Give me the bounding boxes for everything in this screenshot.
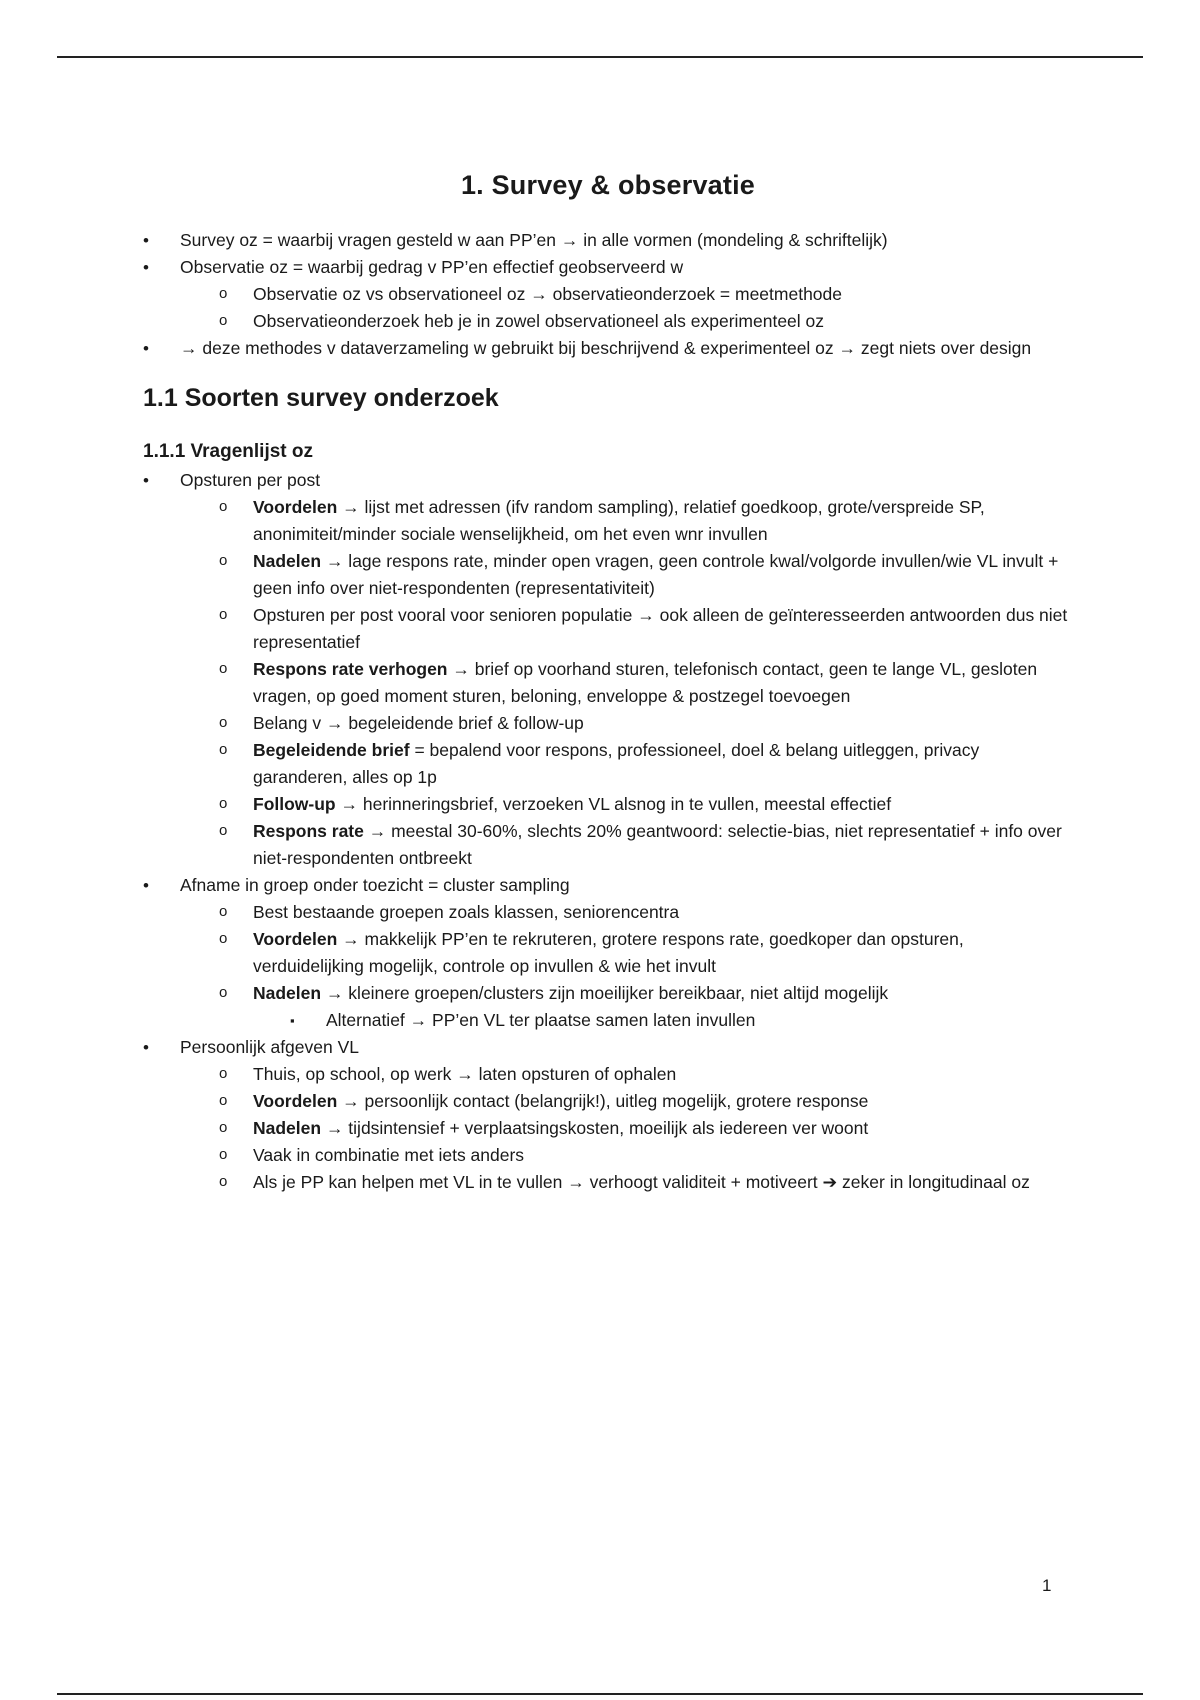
page-number: 1	[1042, 1576, 1052, 1595]
list-item-text: Observatie oz vs observationeel oz → observatieonderzoek = meetmethode	[253, 284, 843, 304]
sub-list-item	[217, 1088, 1073, 1115]
list-item-text: Thuis, op school, op werk → laten opsturen of ophalen	[253, 1064, 677, 1084]
document-body	[143, 170, 1073, 1196]
list-item-text: → deze methodes v dataverzameling w gebruikt bij beschrijvend & experimenteel oz → zegt niets over design	[180, 338, 1032, 358]
sub-list-item	[217, 926, 1073, 980]
sub-list-item	[217, 980, 1073, 1034]
sub-list-item	[217, 737, 1073, 791]
sub-list-item	[217, 1115, 1073, 1142]
sub-list-item	[217, 818, 1073, 872]
list-item-text: → persoonlijk contact (belangrijk!), uitleg mogelijk, grotere response	[337, 1091, 869, 1111]
sub-list-item	[217, 1169, 1073, 1196]
survey-methods-list	[143, 467, 1073, 1196]
method-label: Afname in groep onder toezicht = cluster sampling	[180, 875, 570, 895]
sub-list-item	[217, 1061, 1073, 1088]
method-personal	[143, 1034, 1073, 1196]
chapter-title: 1. Survey & observatie	[460, 170, 756, 200]
list-item-text: = bepalend voor respons, professioneel, doel & belang uitleggen, privacy garanderen, alles op 1p	[253, 740, 980, 787]
keyword: Voordelen	[253, 1091, 338, 1111]
header-rule	[57, 56, 1143, 58]
sub-list-item	[217, 1142, 1073, 1169]
keyword: Respons rate	[253, 821, 364, 841]
list-item	[143, 335, 1073, 362]
group-subdetails-list	[253, 1007, 1073, 1034]
keyword: Voordelen	[253, 929, 338, 949]
list-item-text: Opsturen per post vooral voor senioren populatie → ook alleen de geïnteresseerden antwoorden dus niet representatief	[253, 605, 1068, 652]
method-group	[143, 872, 1073, 1034]
list-item-text: → tijdsintensief + verplaatsingskosten, moeilijk als iedereen ver woont	[321, 1118, 869, 1138]
group-details-list	[180, 899, 1073, 1034]
list-item-text: Alternatief → PP’en VL ter plaatse samen laten invullen	[326, 1010, 756, 1030]
list-item	[143, 227, 1073, 254]
list-item-text: Als je PP kan helpen met VL in te vullen → verhoogt validiteit + motiveert ➔ zeker in longitudinaal oz	[253, 1172, 1030, 1192]
sub-list-item	[217, 791, 1073, 818]
footer-rule	[57, 1693, 1143, 1695]
sub-list-item	[217, 899, 1073, 926]
sub-list-item	[217, 281, 1073, 308]
list-item-text: → kleinere groepen/clusters zijn moeilijker bereikbaar, niet altijd mogelijk	[321, 983, 889, 1003]
list-item-text: Observatieonderzoek heb je in zowel observationeel als experimenteel oz	[253, 311, 825, 331]
list-item-text: Observatie oz = waarbij gedrag v PP’en effectief geobserveerd w	[180, 257, 684, 277]
list-item-text: → meestal 30-60%, slechts 20% geantwoord: selectie-bias, niet representatief + info over niet-respondenten ontbreekt	[253, 821, 1062, 868]
sub-list-item	[217, 602, 1073, 656]
keyword: Begeleidende brief	[253, 740, 410, 760]
personal-details-list	[180, 1061, 1073, 1196]
post-details-list	[180, 494, 1073, 872]
sub-list-item	[217, 308, 1073, 335]
list-item-text: Vaak in combinatie met iets anders	[253, 1145, 525, 1165]
list-item-text: → herinneringsbrief, verzoeken VL alsnog in te vullen, meestal effectief	[335, 794, 892, 814]
keyword: Nadelen	[253, 983, 322, 1003]
sub-list-item	[217, 548, 1073, 602]
list-item-text: → makkelijk PP’en te rekruteren, grotere respons rate, goedkoper dan opsturen, verduidelijking mogelijk, controle op invullen & wie het invult	[253, 929, 964, 976]
list-item-text: → brief op voorhand sturen, telefonisch contact, geen te lange VL, gesloten vragen, op goed moment sturen, beloning, enveloppe & postzegel toevoegen	[253, 659, 1038, 706]
intro-sublist	[180, 281, 1073, 335]
list-item-text: Survey oz = waarbij vragen gesteld w aan PP’en → in alle vormen (mondeling & schriftelijk)	[180, 230, 888, 250]
keyword: Nadelen	[253, 551, 322, 571]
method-label: Opsturen per post	[180, 470, 321, 490]
sub-sub-list-item	[289, 1007, 1073, 1034]
intro-list	[143, 227, 1073, 362]
method-post	[143, 467, 1073, 872]
keyword: Voordelen	[253, 497, 338, 517]
list-item-text: Best bestaande groepen zoals klassen, seniorencentra	[253, 902, 680, 922]
list-item-text: → lijst met adressen (ifv random sampling), relatief goedkoop, grote/verspreide SP, anonimiteit/minder sociale wenselijkheid, om het even wnr invullen	[253, 497, 985, 544]
sub-list-item	[217, 710, 1073, 737]
sub-list-item	[217, 494, 1073, 548]
sub-list-item	[217, 656, 1073, 710]
method-label: Persoonlijk afgeven VL	[180, 1037, 359, 1057]
subsection-heading: 1.1.1 Vragenlijst oz	[143, 441, 314, 462]
list-item-text: Belang v → begeleidende brief & follow-up	[253, 713, 584, 733]
keyword: Follow-up	[253, 794, 336, 814]
list-item-text: → lage respons rate, minder open vragen, geen controle kwal/volgorde invullen/wie VL invult + geen info over niet-respondenten (representativiteit)	[253, 551, 1059, 598]
keyword: Nadelen	[253, 1118, 322, 1138]
keyword: Respons rate verhogen	[253, 659, 448, 679]
list-item	[143, 254, 1073, 335]
section-heading: 1.1 Soorten survey onderzoek	[143, 384, 499, 412]
